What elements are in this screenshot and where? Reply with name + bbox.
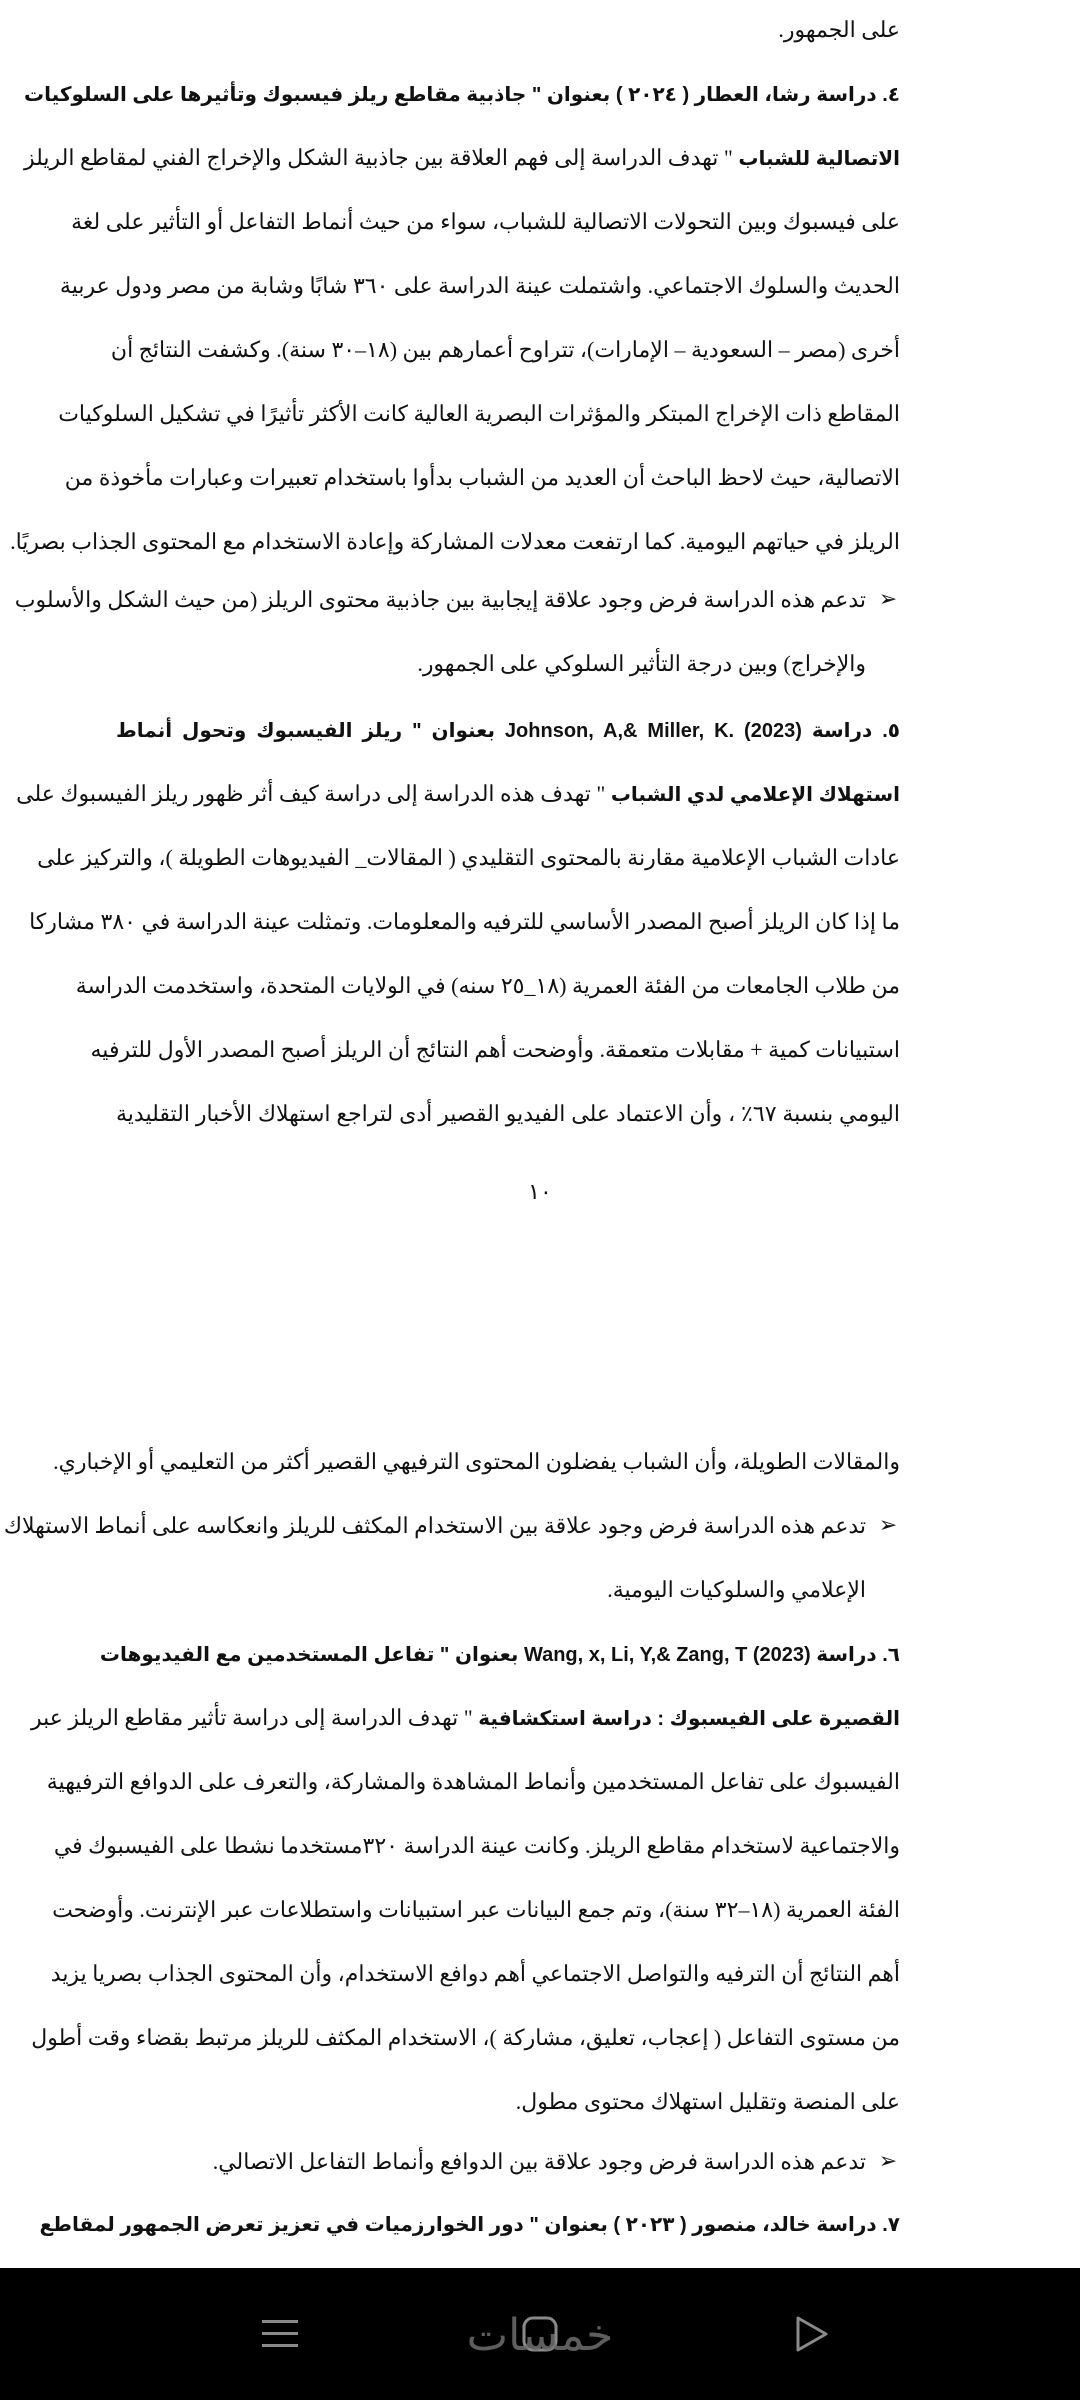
back-icon <box>792 2314 832 2354</box>
text-line: على فيسبوك وبين التحولات الاتصالية للشباب، سواء من حيث أنماط التفاعل أو التأثير على لغة <box>71 209 900 234</box>
text-fragment: " تهدف الدراسة إلى فهم العلاقة بين جاذبية الشكل والإخراج الفني لمقاطع الريلز <box>23 145 739 170</box>
text-fragment: " تهدف هذه الدراسة إلى دراسة كيف أثر ظهور ريلز الفيسبوك على <box>16 781 611 806</box>
study-5-title-part1: ٥. دراسة Johnson, A,& Miller, K. (2023) بعنوان " ريلز الفيسبوك وتحول أنماط <box>116 720 900 742</box>
page-number: ١٠ <box>528 1179 552 1204</box>
bullet-arrow-icon: ➢ <box>878 587 898 612</box>
text-line: المقاطع ذات الإخراج المبتكر والمؤثرات البصرية العالية كانت الأكثر تأثيرًا في تشكيل السلوكيات <box>58 401 900 426</box>
text-line: والمقالات الطويلة، وأن الشباب يفضلون المحتوى الترفيهي القصير أكثر من التعليمي أو الإخباري. <box>53 1449 900 1474</box>
text-line: على الجمهور. <box>778 17 900 42</box>
bullet-arrow-icon: ➢ <box>878 2149 898 2174</box>
bullet-text: تدعم هذه الدراسة فرض وجود علاقة إيجابية بين جاذبية محتوى الريلز (من حيث الشكل والأسلوب <box>14 587 866 612</box>
bullet-arrow-icon: ➢ <box>878 1513 898 1538</box>
text-line: الفيسبوك على تفاعل المستخدمين وأنماط المشاهدة والمشاركة، والتعرف على الدوافع الترفيهية <box>46 1769 900 1794</box>
text-line: أهم النتائج أن الترفيه والتواصل الاجتماعي أهم دوافع الاستخدام، وأن المحتوى الجذاب بصريا يزيد <box>50 1961 900 1986</box>
text-line: من مستوى التفاعل ( إعجاب، تعليق، مشاركة )، الاستخدام المكثف للريلز مرتبط بقضاء وقت أطول <box>31 2025 900 2050</box>
watermark-logo: خمسات <box>466 2310 614 2361</box>
text-line: أخرى (مصر – السعودية – الإمارات)، تتراوح أعمارهم بين (١٨–٣٠ سنة). وكشفت النتائج أن <box>110 337 900 362</box>
study-6-title-part1: ٦. دراسة Wang, x, Li, Y,& Zang, T (2023) بعنوان " تفاعل المستخدمين مع الفيديوهات <box>99 1644 900 1666</box>
text-line: الحديث والسلوك الاجتماعي. واشتملت عينة الدراسة على ٣٦٠ شابًا وشابة من مصر ودول عربية <box>59 273 900 298</box>
study-7-heading <box>39 2208 900 2241</box>
study-4-title-part2: الاتصالية للشباب <box>738 148 900 170</box>
text-line: من طلاب الجامعات من الفئة العمرية (١٨_٢٥ سنه) في الولايات المتحدة، واستخدمت الدراسة <box>75 973 900 998</box>
text-line: والاجتماعية لاستخدام مقاطع الريلز. وكانت عينة الدراسة ٣٢٠مستخدما نشطا على الفيسبوك في <box>53 1833 900 1858</box>
text-line: استبيانات كمية + مقابلات متعمقة. وأوضحت أهم النتائج أن الريلز أصبح المصدر الأول للترفيه <box>90 1037 900 1062</box>
study-6-heading-cont <box>30 1702 900 1735</box>
menu-button[interactable] <box>232 2298 328 2370</box>
bullet-text: تدعم هذه الدراسة فرض وجود علاقة بين الدوافع وأنماط التفاعل الاتصالي. <box>212 2149 866 2174</box>
text-line: عادات الشباب الإعلامية مقارنة بالمحتوى التقليدي ( المقالات_ الفيديوهات الطويلة )، والتركيز على <box>37 845 900 870</box>
text-line: الفئة العمرية (١٨–٣٢ سنة)، وتم جمع البيانات عبر استبيانات واستطلاعات عبر الإنترنت. وأوضحت <box>52 1897 900 1922</box>
text-line: الريلز في حياتهم اليومية. كما ارتفعت معدلات المشاركة وإعادة الاستخدام مع المحتوى الجذاب بصريًا. <box>10 529 900 554</box>
study-5-heading-cont <box>16 778 900 811</box>
study-4-heading-cont <box>23 142 900 175</box>
study-4-heading <box>24 78 900 111</box>
study-5-heading <box>116 714 900 747</box>
bullet-text-cont: الإعلامي والسلوكيات اليومية. <box>607 1577 866 1602</box>
study-6-title-part2: القصيرة على الفيسبوك : دراسة استكشافية <box>478 1708 900 1730</box>
study-7-title: ٧. دراسة خالد، منصور ( ٢٠٢٣ ) بعنوان " دور الخوارزميات في تعزيز تعرض الجمهور لمقاطع <box>39 2214 900 2236</box>
text-fragment: " تهدف الدراسة إلى دراسة تأثير مقاطع الريلز عبر <box>30 1705 479 1730</box>
study-6-heading <box>99 1638 900 1671</box>
text-line: اليومي بنسبة ٦٧٪ ، وأن الاعتماد على الفيديو القصير أدى لتراجع استهلاك الأخبار التقليدية <box>116 1101 900 1126</box>
back-button[interactable] <box>764 2298 860 2370</box>
bullet-text: تدعم هذه الدراسة فرض وجود علاقة بين الاستخدام المكثف للريلز وانعكاسه على أنماط الاستهلاك <box>3 1513 866 1538</box>
study-5-title-part2: استهلاك الإعلامي لدي الشباب <box>610 784 900 806</box>
text-line: ما إذا كان الريلز أصبح المصدر الأساسي للترفيه والمعلومات. وتمثلت عينة الدراسة في ٣٨٠ مشاركا <box>29 909 900 934</box>
study-4-title-part1: ٤. دراسة رشا، العطار ( ٢٠٢٤ ) بعنوان " جاذبية مقاطع ريلز فيسبوك وتأثيرها على السلوكيات <box>24 84 900 106</box>
text-line: على المنصة وتقليل استهلاك محتوى مطول. <box>515 2089 900 2114</box>
menu-icon <box>260 2316 300 2352</box>
text-line: الاتصالية، حيث لاحظ الباحث أن العديد من الشباب بدأوا باستخدام تعبيرات وعبارات مأخوذة من <box>64 465 900 490</box>
bullet-text-cont: والإخراج) وبين درجة التأثير السلوكي على الجمهور. <box>417 651 866 676</box>
